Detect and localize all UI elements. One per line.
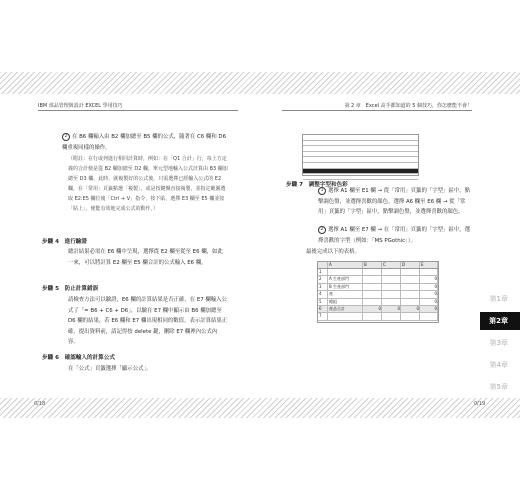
chapter-tab: 第4章: [489, 361, 508, 369]
table-row: [318, 313, 438, 320]
table-row: [318, 299, 438, 306]
chapter-tabs: [480, 290, 520, 400]
table-cell: [363, 291, 382, 297]
left-running-head: IBM 部品管理與設計 EXCEL 學用技巧: [38, 102, 238, 111]
table-row: [318, 306, 438, 313]
table-cell: 產: [328, 291, 363, 297]
step-4-text: 總計結果必需在 E6 欄中呈現，選擇從 E2 欄至從至 E6 欄，如此一來，可以將計算 E2 欄至 E5 欄合計的公式輸入 E6 欄。: [68, 249, 223, 266]
step-4-title: 步驟 4 進行驗證: [42, 239, 87, 245]
table-cell: 6: [318, 306, 328, 312]
table-cell: A 生產部門: [328, 276, 363, 282]
column-header: C: [382, 262, 401, 268]
table-cell: [328, 313, 363, 319]
right-running-head: 第 2 章 Excel 高手都知道的 5 個技巧，你怎麼能不會！: [282, 102, 472, 111]
step-6-title: 步驟 6 確認輸入的計算公式: [42, 355, 115, 361]
table-cell: 0: [420, 291, 438, 297]
table-cell: 1: [318, 269, 328, 275]
chapter-tab: 第1章: [489, 295, 508, 303]
chapter-tab: 第5章: [489, 383, 508, 391]
table-cell: 0: [420, 276, 438, 282]
step-5-title: 步驟 5 防止計算錯誤: [42, 286, 99, 292]
table-cell: 4: [318, 291, 328, 297]
step-7-item-2: [318, 225, 470, 246]
right-folio: 0/19: [474, 401, 486, 407]
table-cell: 總組: [328, 299, 363, 305]
table-cell: 3: [318, 284, 328, 290]
table-cell: 2: [318, 276, 328, 282]
table-row: [318, 291, 438, 298]
item-2: [62, 132, 230, 153]
table-cell: [401, 284, 420, 290]
table-cell: 7: [318, 313, 328, 319]
header-band: [0, 72, 520, 94]
circled-number-icon: 2: [62, 133, 70, 141]
table-cell: 0: [420, 299, 438, 305]
table-cell: [382, 313, 401, 319]
step-5-text: 請檢查方法可以驗證，E6 欄的計算結果是否正確，在 E7 欄輸入公式了「= B6 + C6 + D6」，以驗在 E7 欄中顯示由 B6 欄加總至 D6 欄的結果，若 E6 欄和 E7 欄出現相同的數值，表示計算結果正確，提出資料前，請記得按 delete 鍵，刪除 E7 欄裡內公式內容。: [68, 297, 228, 345]
column-header: B: [363, 262, 382, 268]
circled-number-icon: 1: [318, 187, 326, 195]
column-header: E: [420, 262, 438, 268]
right-page: [262, 94, 520, 398]
table-cell: [382, 276, 401, 282]
table-row: [318, 269, 438, 276]
column-header: D: [401, 262, 420, 268]
column-header-row: [318, 262, 438, 269]
circled-number-icon: 2: [318, 226, 326, 234]
item-2-note: （附註：在行或列進行相同計算時，例如：在「Q1 合計」行，每上方定義的合計便是從 B2 欄加總至 D2 欄，單元型地輸入公式計算由 B3 欄加總至 D3 欄，此時，就複製好的公式後，只需選擇已經輸入公式的 E2 欄，在「常用」頁籤點選「複製」，或是按鍵盤直接複製，並指定範圍選取 E2:E5 欄位後「Ctrl + V」指令，按下貼，選擇 E3 欄至 E5 欄並按「貼上」，便能有效地完成公式的動作。）: [68, 156, 228, 212]
step-7-item-1-text: 選擇 A1 欄至 E1 欄 → 從「常用」頁籤的「字型」區中，點擊調色盤，並選擇喜歡的顏色，選擇 A6 欄至 E6 欄 → 從「常用」頁籤的「字型」區中，點擊調色盤，並選擇喜歡的顏色。: [318, 188, 470, 215]
table-cell: [420, 313, 438, 319]
chapter-tab: 第2章: [480, 312, 520, 330]
table-body: [318, 269, 438, 321]
table-row: [318, 276, 438, 283]
table-cell: [382, 299, 401, 305]
table-cell: [401, 291, 420, 297]
column-header: [318, 262, 328, 268]
step-6-text: 在「公式」頁籤選擇「顯示公式」。: [68, 366, 152, 372]
table-cell: [401, 269, 420, 275]
table-cell: [401, 299, 420, 305]
item-2-text: 在 B6 欄輸入由 B2 欄加總至 B5 欄的公式，隨著在 C6 欄和 D6 欄重複同樣的操作。: [62, 134, 227, 151]
left-folio: 0/18: [34, 401, 46, 407]
spreadsheet-screenshot-top: [302, 134, 419, 176]
table-row: [303, 174, 418, 180]
table-cell: 0: [420, 306, 438, 312]
table-row: [318, 284, 438, 291]
table-cell: 0: [420, 284, 438, 290]
table-cell: [382, 291, 401, 297]
step-7-title: 步驟 7 調整字型和色彩: [286, 182, 348, 188]
spreadsheet-screenshot-result: [317, 261, 439, 323]
table-cell: 0: [382, 306, 401, 312]
table-cell: [401, 276, 420, 282]
table-cell: [363, 269, 382, 275]
footer-band: [0, 398, 520, 418]
left-page: [0, 94, 258, 398]
table-cell: [382, 269, 401, 275]
column-header: A: [328, 262, 363, 268]
table-cell: 5: [318, 299, 328, 305]
table-cell: 0: [401, 306, 420, 312]
table-cell: [328, 269, 363, 275]
table-cell: [363, 299, 382, 305]
table-cell: [363, 313, 382, 319]
table-cell: [382, 284, 401, 290]
table-cell: [420, 269, 438, 275]
table-cell: [401, 313, 420, 319]
step-7-item-1: [318, 186, 470, 218]
table-cell: [363, 284, 382, 290]
table-cell: [363, 276, 382, 282]
table-cell: 產品合計: [328, 306, 363, 312]
table-cell: B 生產部門: [328, 284, 363, 290]
table-cell: 0: [363, 306, 382, 312]
result-caption: 最後完成以下的表格。: [306, 249, 360, 255]
chapter-tab: 第3章: [489, 339, 508, 347]
step-7-item-2-text: 選擇 A1 欄至 E7 欄 → 在「常用」頁籤的「字型」區中，選擇喜歡的字型（例如：「MS PGothic」）。: [318, 227, 470, 244]
